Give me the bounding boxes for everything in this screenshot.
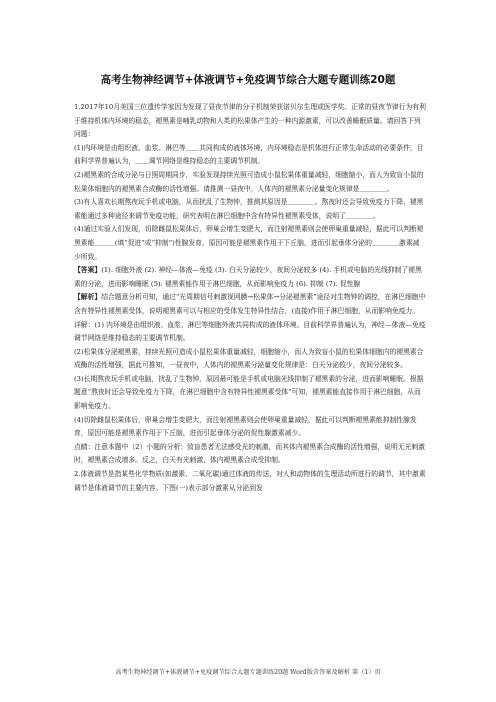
question-part-3: (3)有人喜欢长期熬夜玩手机或电脑，从而扰乱了生物钟，推测其原因是＿＿＿＿。熬夜时还会导致免疫力下降，褪黑素能通过多种途径来调节免疫功能，研究表明在淋巴细胞中含有特异性褪黑素受体，说明了＿＿＿＿。 — [74, 198, 424, 220]
key-point: 点睛：注意本题中（2）小题的分析：致盲患者无法感受光的刺激，而其体内褪黑素合成酶的活性增强，说明无光刺激时，褪黑素合成增多。反之，白天有光刺激，体内褪黑素合成受抑制。 — [74, 442, 425, 465]
question-stem: 1.2017年10月美国三位遗传学家因为发现了昼夜节律的分子机制荣获诺贝尔生理或医学奖。正常的昼夜节律行为有利于维持机体内环境的稳态，褪黑素是哺乳动物和人类的松果体产生的一种内源激素，可以改善睡眠质量。请回答下列问题： — [74, 103, 426, 139]
answer-block — [74, 264, 426, 291]
analysis-block — [74, 291, 426, 318]
answer-text: (1). 细胞外液 (2). 神经—体液—免疫 (3). 白天分泌较少，夜间分泌较多 (4). 手机或电脑的光线抑制了褪黑素的分泌，进而影响睡眠 (5). 褪黑素能作用于淋巴细胞，从而影响免疫力 (6). 抑制 (7). 促性腺 — [74, 266, 422, 288]
question-part-1: (1)内环境是由组织液、血浆、淋巴等＿＿共同构成的液体环境，内环境稳态是机体进行正常生命活动的必要条件，目前科学界普遍认为，＿＿调节网络是维持稳态的主要调节机制。 — [74, 143, 424, 166]
question-2-stem: 2.体液调节是指某些化学物质(如激素、二氧化碳)通过体液的传送，对人和动物体的生理活动所进行的调节，其中激素调节是体液调节的主要内容。下图(一)表示部分激素从分泌到发 — [74, 470, 426, 492]
detail-2: (2)松果体分泌褪黑素，持续光照可造成小鼠松果体重量减轻，细胞缩小，而人为致盲小鼠的松果体细胞内的褪黑素合成酶的活性增强，据此可推知，一昼夜中，人体内的褪黑素分泌量变化规律是：白天分泌较少，夜间分泌较多。 — [74, 347, 424, 370]
question-part-2: (2)褪黑素的合成分泌与日照周期同步，实验发现持续光照可造成小鼠松果体重量减轻，细胞缩小，而人为致盲小鼠的松果体细胞内的褪黑素合成酶的活性增强。请推测一昼夜中，人体内的褪黑素分泌量变化规律是＿＿＿＿。 — [74, 170, 424, 193]
detail-1: 详解：(1) 内环境是由组织液、血浆、淋巴等细胞外液共同构成的液体环境。目前科学界普遍认为，神经—体液—免疫调节网络是维持稳态的主要调节机制。 — [74, 320, 426, 343]
analysis-text: 结合题意分析可知，通过“光周期信号刺激视网膜→松果体→分泌褪黑素”途径对生物钟的调控，在淋巴细胞中含有特异性褪黑素受体，说明褪黑素可以与相应的受体发生特异性结合，(直接)作用于淋巴细胞，从而影响免疫力。 — [74, 293, 426, 315]
question-part-4: (4)通过实验人们发现，切除雌鼠松果体后，卵巢会增生变肥大，而注射褪黑素则会使卵巢重量减轻，据此可以判断褪黑素能＿＿＿(填“促进”或“抑制”)性腺发育，原因可能是褪黑素作用于下丘脑，进而引起垂体分泌的＿＿＿＿激素减少所致。 — [74, 225, 424, 261]
document-title: 高考生物神经调节+体液调节+免疫调节综合大题专题训练20题 — [100, 74, 396, 86]
page-footer: 高考生物神经调节+体液调节+免疫调节综合大题专题训练20题 Word版含答案及解析 第（1）页 — [115, 669, 381, 676]
detail-4: (4)切除雌鼠松果体后，卵巢会增生变肥大，而注射褪黑素则会使卵巢重量减轻，据此可以判断褪黑素能抑制性腺发育，原因可能是褪黑素作用于下丘脑，进而引起垂体分泌的促性腺激素减少。 — [74, 415, 417, 438]
analysis-label: 【解析】 — [74, 293, 102, 302]
answer-label: 【答案】 — [74, 266, 102, 275]
detail-3: (3)长期熬夜玩手机或电脑，扰乱了生物钟，原因最可能是手机或电脑光线抑制了褪黑素的分泌，进而影响睡眠。根据题意“熬夜时还会导致免疫力下降，在淋巴细胞中含有特异性褪黑素受体”可知，褪黑素能直接作用于淋巴细胞，从而影响免疫力。 — [74, 374, 424, 411]
document-body — [74, 101, 426, 495]
